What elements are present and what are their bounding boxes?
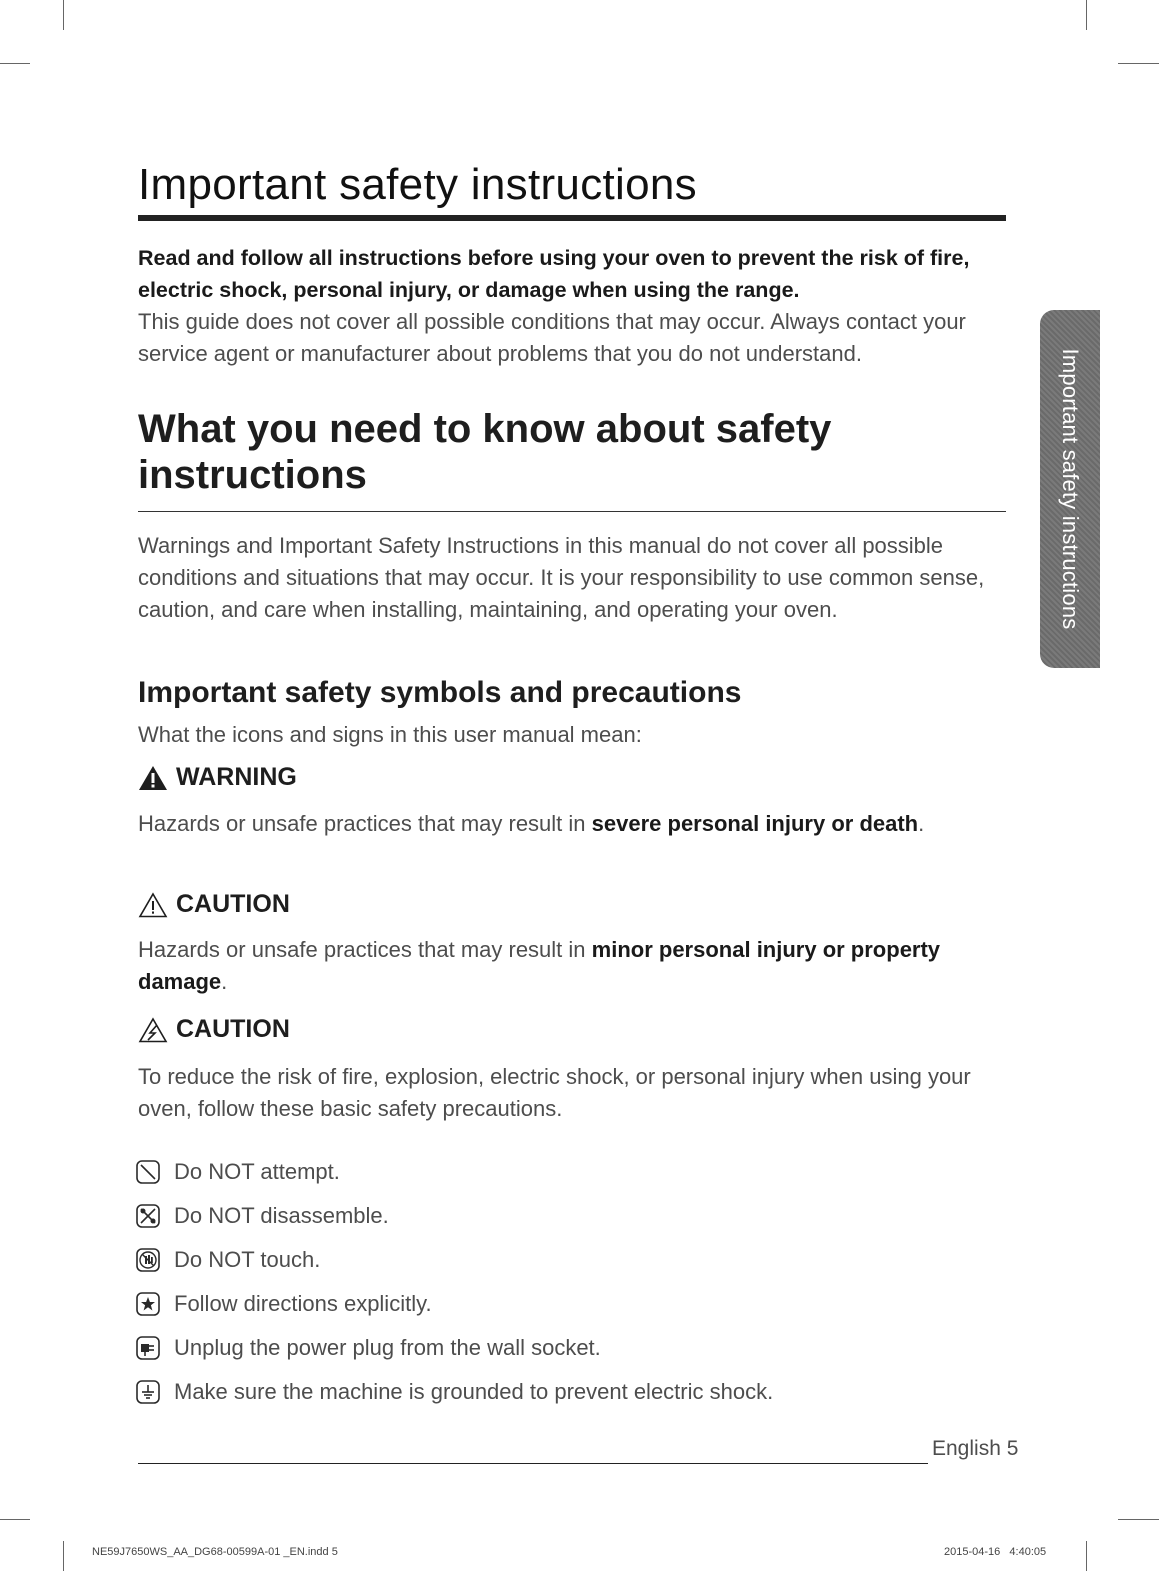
list-item-text: Unplug the power plug from the wall socket. bbox=[174, 1335, 601, 1360]
ground-icon bbox=[136, 1380, 160, 1404]
warning-heading bbox=[138, 763, 297, 792]
caution-electric-heading bbox=[138, 1015, 290, 1044]
caution-text-after: . bbox=[221, 969, 228, 994]
crop-mark bbox=[63, 0, 64, 30]
lead-bold-text: Read and follow all instructions before using your oven to prevent the risk of fire, electric shock, personal injury, or damage when using the range. bbox=[138, 246, 970, 302]
list-item bbox=[136, 1282, 996, 1326]
symbols-intro: What the icons and signs in this user manual mean: bbox=[138, 722, 642, 747]
page-title: Important safety instructions bbox=[138, 160, 697, 209]
side-tab-label: Important safety instructions bbox=[1058, 348, 1083, 630]
prohibited-icon bbox=[136, 1160, 160, 1184]
caution-electric-icon bbox=[138, 1017, 168, 1043]
page-number: English 5 bbox=[932, 1437, 1019, 1460]
caution-electric-text: To reduce the risk of fire, explosion, electric shock, or personal injury when using your oven, follow these basic safety precautions. bbox=[138, 1064, 971, 1121]
symbol-list bbox=[136, 1150, 996, 1414]
list-item-text: Do NOT disassemble. bbox=[174, 1203, 389, 1228]
list-item bbox=[136, 1326, 996, 1370]
section-rule bbox=[138, 511, 1006, 512]
list-item bbox=[136, 1150, 996, 1194]
list-item bbox=[136, 1370, 996, 1414]
follow-directions-icon bbox=[136, 1292, 160, 1316]
section-title: What you need to know about safety instructions bbox=[138, 407, 832, 497]
list-item-text: Do NOT attempt. bbox=[174, 1159, 340, 1184]
crop-mark bbox=[1118, 63, 1159, 64]
print-slug-right: 2015-04-16 4:40:05 bbox=[944, 1546, 1047, 1558]
side-tab bbox=[1040, 310, 1100, 668]
caution-text-before: Hazards or unsafe practices that may result in bbox=[138, 937, 592, 962]
warning-text-before: Hazards or unsafe practices that may result in bbox=[138, 811, 592, 836]
caution-electric-label: CAUTION bbox=[176, 1015, 290, 1043]
caution-text-bold: minor personal injury or property damage bbox=[138, 937, 941, 994]
list-item bbox=[136, 1194, 996, 1238]
crop-mark bbox=[63, 1541, 64, 1571]
warning-text-bold: severe personal injury or death bbox=[591, 811, 919, 836]
section-body-text: Warnings and Important Safety Instructions in this manual do not cover all possible conditions and situations that may occur. It is your responsibility to use common sense, caution, and care when installing, maintaining, and operating your oven. bbox=[138, 533, 985, 622]
footer-rule bbox=[138, 1463, 928, 1464]
symbols-title: Important safety symbols and precautions bbox=[138, 676, 742, 709]
list-item-text: Follow directions explicitly. bbox=[174, 1291, 432, 1316]
crop-mark bbox=[1118, 1519, 1159, 1520]
caution-outline-icon bbox=[138, 892, 168, 918]
no-disassemble-icon bbox=[136, 1204, 160, 1228]
warning-text-after: . bbox=[918, 811, 925, 836]
caution-label: CAUTION bbox=[176, 890, 290, 918]
caution-heading bbox=[138, 890, 290, 919]
title-rule bbox=[138, 215, 1006, 221]
list-item bbox=[136, 1238, 996, 1282]
warning-filled-icon bbox=[138, 765, 168, 791]
list-item-text: Do NOT touch. bbox=[174, 1247, 321, 1272]
crop-mark bbox=[0, 63, 30, 64]
print-slug-left: NE59J7650WS_AA_DG68-00599A-01 _EN.indd 5 bbox=[92, 1546, 338, 1558]
no-touch-icon bbox=[136, 1248, 160, 1272]
caution-text bbox=[138, 934, 998, 998]
unplug-icon bbox=[136, 1336, 160, 1360]
crop-mark bbox=[1086, 1541, 1087, 1571]
crop-mark bbox=[0, 1519, 30, 1520]
warning-label: WARNING bbox=[176, 763, 297, 791]
crop-mark bbox=[1086, 0, 1087, 30]
list-item-text: Make sure the machine is grounded to prevent electric shock. bbox=[174, 1379, 774, 1404]
lead-body-text: This guide does not cover all possible conditions that may occur. Always contact your service agent or manufacturer about problems that you do not understand. bbox=[138, 309, 966, 366]
warning-text bbox=[138, 808, 998, 840]
